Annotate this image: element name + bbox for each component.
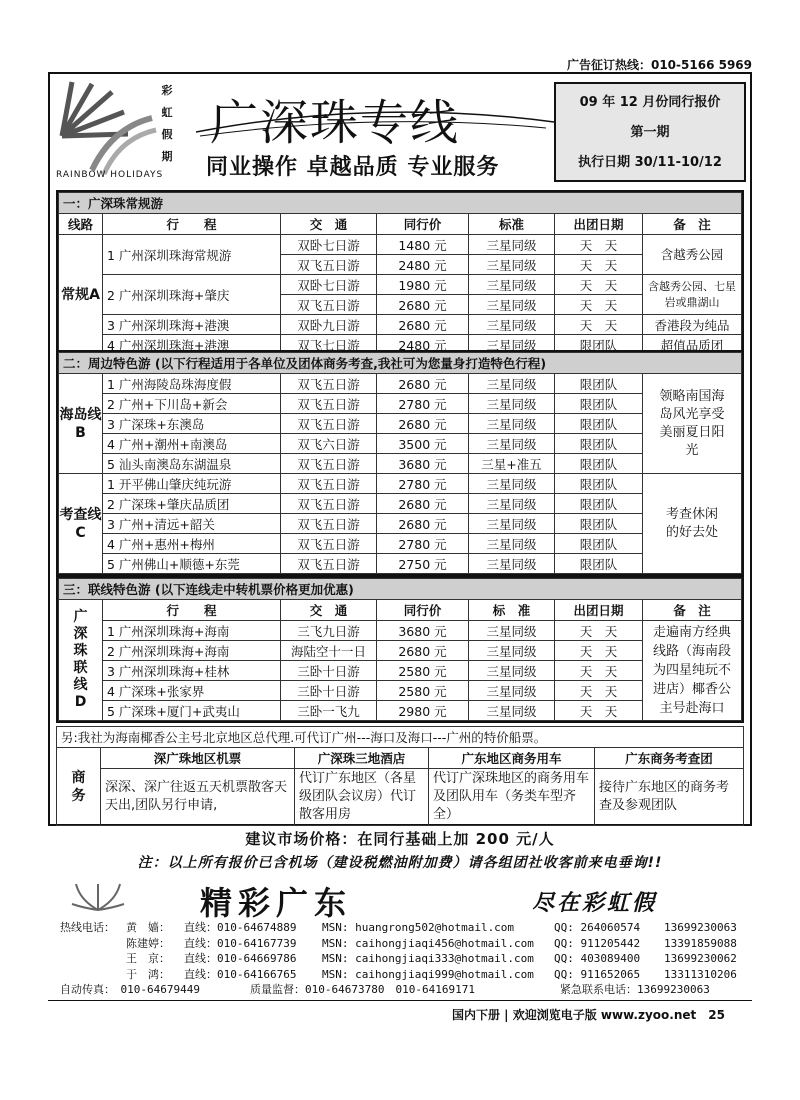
date-cell: 限团队 (555, 394, 643, 414)
business-section (56, 726, 744, 826)
transport-cell: 双飞五日游 (281, 554, 377, 574)
contact-mobile: 13699230062 (664, 952, 737, 965)
price-notice: 注：以上所有报价已含机场（建设税燃油附加费）请各组团社收客前来电垂询!! (137, 855, 663, 871)
price-cell: 2680 元 (377, 641, 469, 661)
route-cell: 2 广州+下川岛+新会 (103, 394, 281, 414)
transport-cell: 三飞九日游 (281, 621, 377, 641)
date-cell: 限团队 (555, 335, 643, 355)
route-cell: 1 广州海陵岛珠海度假 (103, 374, 281, 394)
issue-line: 第一期 (630, 125, 670, 140)
contact-msn: MSN: caihongjiaqi456@hotmail.com (322, 936, 534, 950)
route-cell: 5 广深珠+厦门+武夷山 (103, 701, 281, 721)
date-cell: 天 天 (555, 661, 643, 681)
std-cell: 三星同级 (469, 335, 555, 355)
price-cell: 2580 元 (377, 681, 469, 701)
transport-cell: 双飞五日游 (281, 454, 377, 474)
contact-row (60, 936, 750, 952)
std-cell: 三星同级 (469, 315, 555, 335)
col-header: 标 准 (469, 600, 555, 621)
table-row (59, 414, 742, 434)
transport-cell: 双飞五日游 (281, 474, 377, 494)
slogan: 同业操作 卓越品质 专业服务 (206, 155, 500, 180)
transport-cell: 双卧九日游 (281, 315, 377, 335)
brand-char: 期 (161, 150, 173, 163)
price-cell: 2680 元 (377, 514, 469, 534)
col-header: 标准 (469, 214, 555, 235)
date-cell: 限团队 (555, 554, 643, 574)
remark-cell: 考查休闲的好去处 (643, 474, 742, 574)
route-cell: 1 广州深圳珠海常规游 (103, 235, 281, 275)
route-cell: 5 广州佛山+顺德+东莞 (103, 554, 281, 574)
col-header: 交 通 (281, 214, 377, 235)
col-header: 线路 (59, 214, 103, 235)
contact-phone: 直线：010-64166765 (184, 967, 297, 981)
remark-cell: 香港段为纯品 (643, 315, 742, 335)
route-cell: 2 广深珠+肇庆品质团 (103, 494, 281, 514)
table-row (59, 434, 742, 454)
date-cell: 限团队 (555, 534, 643, 554)
section-regular (56, 190, 744, 357)
std-cell: 三星同级 (469, 394, 555, 414)
table-row (59, 621, 742, 641)
col-header: 同行价 (377, 214, 469, 235)
business-title: 广东地区商务用车 (429, 748, 595, 769)
date-cell: 天 天 (555, 641, 643, 661)
table-row (59, 374, 742, 394)
transport-cell: 双飞五日游 (281, 414, 377, 434)
contact-name: 于 鸿： (126, 967, 170, 981)
date-cell: 限团队 (555, 494, 643, 514)
remark-cell: 含越秀公园、七星岩或鼎湖山 (643, 275, 742, 315)
transport-cell: 双飞五日游 (281, 494, 377, 514)
price-cell: 2480 元 (377, 255, 469, 275)
section-linked (56, 576, 744, 723)
business-title: 广东商务考查团 (595, 748, 744, 769)
table-row (59, 554, 742, 574)
contact-row (60, 920, 750, 936)
contact-phone: 直线：010-64167739 (184, 936, 297, 950)
date-cell: 限团队 (555, 514, 643, 534)
route-cell: 4 广州深圳珠海+港澳 (103, 335, 281, 355)
table-row (59, 514, 742, 534)
transport-cell: 海陆空十一日 (281, 641, 377, 661)
page-title: 广深珠专线 (210, 95, 461, 151)
brand-char: 虹 (161, 106, 173, 119)
contact-list (60, 920, 750, 998)
std-cell: 三星同级 (469, 514, 555, 534)
price-cell: 2750 元 (377, 554, 469, 574)
price-cell: 3500 元 (377, 434, 469, 454)
business-title: 深广珠地区机票 (101, 748, 295, 769)
date-box (554, 82, 746, 182)
table-row (59, 315, 742, 335)
date-cell: 限团队 (555, 454, 643, 474)
date-cell: 限团队 (555, 474, 643, 494)
col-header: 行 程 (103, 600, 281, 621)
route-cell: 3 广深珠+东澳岛 (103, 414, 281, 434)
table-row (59, 494, 742, 514)
price-cell: 2780 元 (377, 534, 469, 554)
contact-label: 热线电话： (60, 921, 115, 934)
contact-label (60, 967, 126, 983)
contact-mobile: 13311310206 (664, 967, 737, 981)
date-cell: 天 天 (555, 315, 643, 335)
std-cell: 三星同级 (469, 474, 555, 494)
table-row (59, 641, 742, 661)
std-cell: 三星同级 (469, 374, 555, 394)
transport-cell: 双飞五日游 (281, 295, 377, 315)
price-cell: 3680 元 (377, 454, 469, 474)
brand-en: RAINBOW HOLIDAYS (56, 170, 164, 180)
contact-qq: QQ: 403089400 (554, 952, 641, 965)
price-cell: 3680 元 (377, 621, 469, 641)
transport-cell: 三卧十日游 (281, 661, 377, 681)
fax-line: 自动传真： 010-64679449 (60, 983, 200, 996)
price-cell: 2680 元 (377, 295, 469, 315)
std-cell: 三星同级 (469, 641, 555, 661)
transport-cell: 双飞五日游 (281, 255, 377, 275)
rainbow-logo (52, 78, 192, 184)
std-cell: 三星同级 (469, 255, 555, 275)
date-cell: 天 天 (555, 235, 643, 255)
group-label: 广深珠联线D (59, 600, 103, 721)
contact-label (60, 951, 126, 967)
table-row (59, 275, 742, 295)
route-cell: 3 广州+清远+韶关 (103, 514, 281, 534)
price-cell: 2680 元 (377, 315, 469, 335)
business-body: 深深、深广往返五天机票散客天天出,团队另行申请, (101, 769, 295, 826)
agency-note: 另:我社为海南椰香公主号北京地区总代理.可代订广州---海口及海口---广州的特价船票。 (57, 727, 744, 748)
contact-row (60, 967, 750, 983)
route-cell: 4 广深珠+张家界 (103, 681, 281, 701)
std-cell: 三星+准五 (469, 454, 555, 474)
remark-cell: 领略南国海岛风光享受美丽夏日阳光 (643, 374, 742, 474)
table-row (59, 661, 742, 681)
route-cell: 1 开平佛山肇庆纯玩游 (103, 474, 281, 494)
brand-char: 假 (161, 128, 173, 141)
date-line: 09 年 12 月份同行报价 (579, 95, 721, 110)
contact-phone: 直线：010-64669786 (184, 952, 297, 965)
col-header: 备 注 (643, 600, 742, 621)
validity-line: 执行日期 30/11-10/12 (578, 155, 722, 170)
route-cell: 5 汕头南澳岛东湖温泉 (103, 454, 281, 474)
price-cell: 2780 元 (377, 394, 469, 414)
contact-mobile: 13699230063 (664, 921, 737, 934)
group-label: 常规A (59, 235, 103, 355)
table-row (59, 394, 742, 414)
suggested-price: 建议市场价格：在同行基础上加 200 元/人 (245, 830, 555, 848)
col-header: 出团日期 (555, 600, 643, 621)
table-row (59, 701, 742, 721)
section-heading: 一：广深珠常规游 (59, 193, 742, 214)
col-header: 同行价 (377, 600, 469, 621)
contact-msn: MSN: caihongjiaqi999@hotmail.com (322, 967, 534, 981)
contact-name: 王 京： (126, 952, 170, 965)
std-cell: 三星同级 (469, 701, 555, 721)
table-row (59, 454, 742, 474)
banner-sub: 尽在彩虹假 (532, 891, 658, 916)
std-cell: 三星同级 (469, 235, 555, 255)
contact-qq: QQ: 911205442 (554, 936, 641, 950)
contact-msn: MSN: caihongjiaqi333@hotmail.com (322, 952, 534, 965)
route-cell: 3 广州深圳珠海+港澳 (103, 315, 281, 335)
date-cell: 限团队 (555, 434, 643, 454)
footer-divider (48, 1000, 752, 1001)
remark-cell: 超值品质团 (643, 335, 742, 355)
table-row (59, 534, 742, 554)
price-cell: 2580 元 (377, 661, 469, 681)
transport-cell: 双卧七日游 (281, 235, 377, 255)
date-cell: 天 天 (555, 275, 643, 295)
contact-name: 陈建婷： (126, 936, 170, 950)
date-cell: 限团队 (555, 374, 643, 394)
emergency-line: 紧急联系电话：13699230063 (560, 983, 710, 996)
flower-icon (70, 880, 126, 916)
business-body: 接待广东地区的商务考查及参观团队 (595, 769, 744, 826)
route-cell: 1 广州深圳珠海+海南 (103, 621, 281, 641)
date-cell: 限团队 (555, 414, 643, 434)
footer: 国内下册 | 欢迎浏览电子版 www.zyoo.net 25 (452, 1008, 725, 1022)
transport-cell: 双飞七日游 (281, 335, 377, 355)
price-cell: 2980 元 (377, 701, 469, 721)
std-cell: 三星同级 (469, 681, 555, 701)
section-surrounding (56, 350, 744, 576)
std-cell: 三星同级 (469, 621, 555, 641)
table-row (59, 235, 742, 255)
group-label: 海岛线 B (59, 374, 103, 474)
contact-mobile: 13391859088 (664, 936, 737, 950)
contact-name: 黄 嫱： (126, 921, 170, 934)
group-label: 考查线 C (59, 474, 103, 574)
remark-cell: 走遍南方经典线路（海南段为四星纯玩不进店）椰香公主号赴海口 (643, 621, 742, 721)
transport-cell: 双飞五日游 (281, 514, 377, 534)
banner (60, 880, 750, 922)
contact-label (60, 936, 126, 952)
date-cell: 天 天 (555, 295, 643, 315)
date-cell: 天 天 (555, 701, 643, 721)
brand-vertical (160, 80, 174, 168)
std-cell: 三星同级 (469, 554, 555, 574)
quality-line: 质量监督：010-64673780 010-64169171 (250, 983, 475, 996)
std-cell: 三星同级 (469, 295, 555, 315)
transport-cell: 三卧一飞九 (281, 701, 377, 721)
remark-cell: 含越秀公园 (643, 235, 742, 275)
route-cell: 2 广州深圳珠海+海南 (103, 641, 281, 661)
business-body: 代订广东地区（各星级团队会议房）代订散客用房 (295, 769, 429, 826)
transport-cell: 双飞五日游 (281, 374, 377, 394)
banner-main: 精彩广东 (200, 884, 353, 922)
section-heading: 二：周边特色游 (以下行程适用于各单位及团体商务考查,我社可为您量身打造特色行程) (59, 353, 742, 374)
col-header: 备 注 (643, 214, 742, 235)
price-cell: 2780 元 (377, 474, 469, 494)
col-header: 行 程 (103, 214, 281, 235)
table-row (59, 474, 742, 494)
price-cell: 2680 元 (377, 494, 469, 514)
transport-cell: 双飞五日游 (281, 534, 377, 554)
contact-msn: MSN: huangrong502@hotmail.com (322, 921, 515, 934)
contact-qq: QQ: 911652065 (554, 967, 641, 981)
table-row (59, 681, 742, 701)
brand-char: 彩 (161, 84, 173, 97)
route-cell: 4 广州+潮州+南澳岛 (103, 434, 281, 454)
std-cell: 三星同级 (469, 414, 555, 434)
date-cell: 天 天 (555, 255, 643, 275)
route-cell: 4 广州+惠州+梅州 (103, 534, 281, 554)
transport-cell: 三卧十日游 (281, 681, 377, 701)
col-header: 交 通 (281, 600, 377, 621)
section-heading: 三：联线特色游 (以下连线走中转机票价格更加优惠) (59, 579, 742, 600)
price-cell: 1480 元 (377, 235, 469, 255)
std-cell: 三星同级 (469, 275, 555, 295)
price-cell: 2480 元 (377, 335, 469, 355)
std-cell: 三星同级 (469, 534, 555, 554)
contact-phone: 直线：010-64674889 (184, 921, 297, 934)
price-cell: 2680 元 (377, 374, 469, 394)
std-cell: 三星同级 (469, 494, 555, 514)
price-cell: 1980 元 (377, 275, 469, 295)
fax-row (60, 982, 750, 998)
transport-cell: 双飞六日游 (281, 434, 377, 454)
business-body: 代订广深珠地区的商务用车及团队用车（务类车型齐全） (429, 769, 595, 826)
ad-hotline: 广告征订热线：010-5166 5969 (566, 58, 752, 72)
col-header: 出团日期 (555, 214, 643, 235)
transport-cell: 双卧七日游 (281, 275, 377, 295)
contact-row (60, 951, 750, 967)
date-cell: 天 天 (555, 621, 643, 641)
transport-cell: 双飞五日游 (281, 394, 377, 414)
group-label: 商务 (57, 748, 101, 826)
std-cell: 三星同级 (469, 434, 555, 454)
route-cell: 3 广州深圳珠海+桂林 (103, 661, 281, 681)
price-cell: 2680 元 (377, 414, 469, 434)
contact-qq: QQ: 264060574 (554, 921, 641, 934)
route-cell: 2 广州深圳珠海+肇庆 (103, 275, 281, 315)
std-cell: 三星同级 (469, 661, 555, 681)
business-title: 广深珠三地酒店 (295, 748, 429, 769)
date-cell: 天 天 (555, 681, 643, 701)
